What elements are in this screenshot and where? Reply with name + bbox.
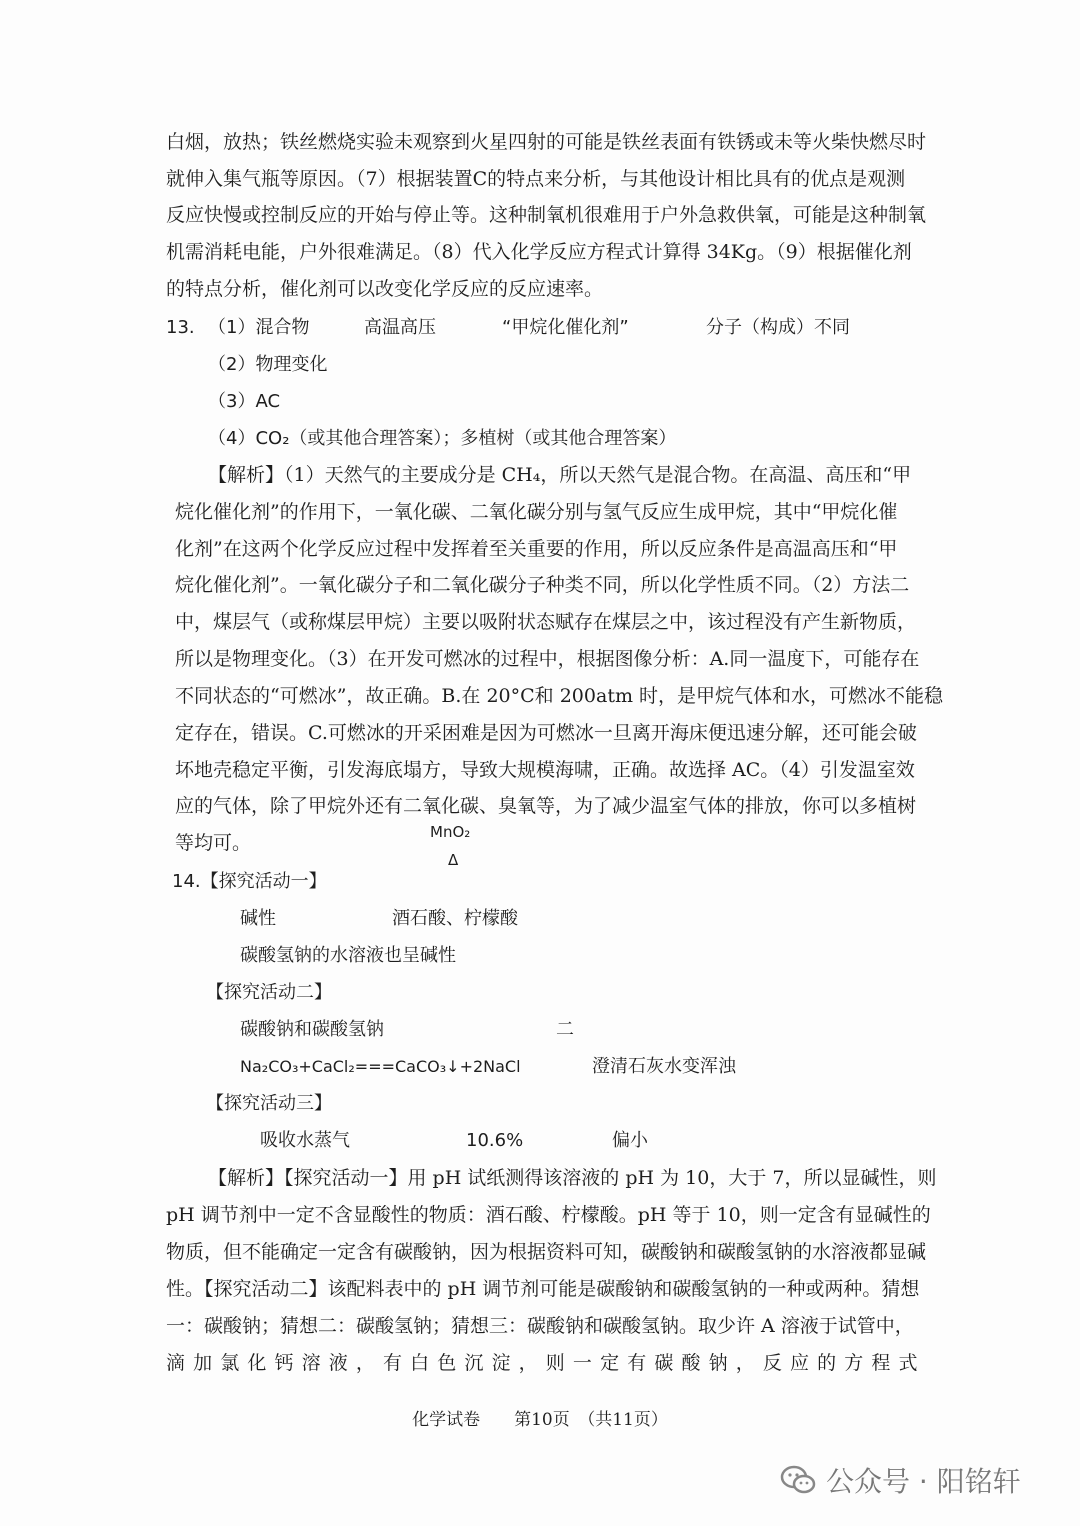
q14-act3-answer-3: 偏小	[612, 1130, 648, 1151]
q12-explanation-line: 就伸入集气瓶等原因。（7）根据装置C的特点来分析，与其他设计相比具有的优点是观测	[166, 168, 906, 190]
q13-explanation-line: 坏地壳稳定平衡，引发海底塌方，导致大规模海啸，正确。故选择 AC。（4）引发温室效	[175, 759, 915, 781]
q14-explanation-line: 性。【探究活动二】该配料表中的 pH 调节剂可能是碳酸钠和碳酸氢钠的一种或两种。猜想	[166, 1278, 920, 1300]
q13-answer-1d: 分子（构成）不同	[706, 317, 850, 338]
q13-answer-4: （4）CO₂（或其他合理答案）；多植树（或其他合理答案）	[208, 428, 677, 449]
q12-explanation-line: 反应快慢或控制反应的开始与停止等。这种制氧机很难用于户外急救供氧，可能是这种制氧	[166, 204, 927, 226]
q14-heading-activity-3: 【探究活动三】	[206, 1093, 332, 1114]
q13-answer-1a: （1）混合物	[208, 317, 310, 338]
q14-explanation-line: 滴加氯化钙溶液，有白色沉淀，则一定有碳酸钠，反应的方程式	[166, 1352, 918, 1374]
q14-act2-equation: Na₂CO₃+CaCl₂===CaCO₃↓+2NaCl	[240, 1057, 521, 1076]
q13-explanation-line: 定存在，错误。C.可燃冰的开采困难是因为可燃冰一旦离开海床便迅速分解，还可能会破	[175, 722, 917, 744]
q13-answer-1b: 高温高压	[364, 317, 436, 338]
q14-act2-answer-2: 二	[556, 1019, 574, 1040]
q13-number: 13.	[166, 317, 195, 338]
q14-act1-answer-1: 碱性	[240, 908, 276, 929]
catalyst-label: MnO₂	[430, 823, 471, 841]
q14-explanation-line: 物质，但不能确定一定含有碳酸钠，因为根据资料可知，碳酸钠和碳酸氢钠的水溶液都显碱	[166, 1241, 927, 1263]
q13-explanation-line: 中，煤层气（或称煤层甲烷）主要以吸附状态赋存在煤层之中，该过程没有产生新物质，	[175, 611, 917, 633]
q14-explanation-line: 【解析】【探究活动一】用 pH 试纸测得该溶液的 pH 为 10，大于 7，所以显碱性，则	[208, 1167, 937, 1189]
watermark-text: 公众号 · 阳铭轩	[826, 1465, 1021, 1498]
q13-explanation-line: 化剂”在这两个化学反应过程中发挥着至关重要的作用，所以反应条件是高温高压和“甲	[175, 538, 898, 560]
q12-explanation-line: 的特点分析，催化剂可以改变化学反应的反应速率。	[166, 278, 604, 300]
q13-answer-1c: “甲烷化催化剂”	[502, 317, 629, 338]
q13-explanation-line: 不同状态的“可燃冰”，故正确。B.在 20°C和 200atm 时，是甲烷气体和水，可燃冰不能稳	[175, 685, 944, 707]
q14-act3-answer-2: 10.6%	[466, 1130, 524, 1151]
q13-answer-2: （2）物理变化	[208, 354, 328, 375]
q14-act2-answer-3: 澄清石灰水变浑浊	[592, 1056, 736, 1077]
q14-act2-answer-1: 碳酸钠和碳酸氢钠	[240, 1019, 384, 1040]
wechat-icon	[780, 1465, 816, 1495]
wechat-watermark	[780, 1455, 1060, 1505]
page-footer: 化学试卷 第10页 （共11页）	[412, 1410, 668, 1430]
q14-explanation-line: pH 调节剂中一定不含显酸性的物质：酒石酸、柠檬酸。pH 等于 10，则一定含有显碱性的	[166, 1204, 931, 1226]
q13-explanation-line: 烷化催化剂”的作用下，一氧化碳、二氧化碳分别与氢气反应生成甲烷，其中“甲烷化催	[175, 501, 898, 523]
q14-heading-activity-2: 【探究活动二】	[206, 982, 332, 1003]
q14-act1-answer-3: 碳酸氢钠的水溶液也呈碱性	[240, 945, 456, 966]
heat-symbol: Δ	[448, 851, 459, 869]
q14-explanation-line: 一：碳酸钠；猜想二：碳酸氢钠；猜想三：碳酸钠和碳酸氢钠。取少许 A 溶液于试管中，	[166, 1315, 914, 1337]
q13-answer-3: （3）AC	[208, 391, 281, 412]
q13-explanation-line: 应的气体，除了甲烷外还有二氧化碳、臭氧等，为了减少温室气体的排放，你可以多植树	[175, 795, 917, 817]
q14-heading-activity-1: 14.【探究活动一】	[172, 871, 327, 892]
q12-explanation-line: 机需消耗电能，户外很难满足。（8）代入化学反应方程式计算得 34Kg。（9）根据催化剂	[166, 241, 912, 263]
q12-explanation-line: 白烟，放热；铁丝燃烧实验未观察到火星四射的可能是铁丝表面有铁锈或未等火柴快燃尽时	[166, 131, 927, 153]
q13-explanation-line: 烷化催化剂”。一氧化碳分子和二氧化碳分子种类不同，所以化学性质不同。（2）方法二	[175, 574, 910, 596]
q14-act3-answer-1: 吸收水蒸气	[260, 1130, 350, 1151]
q14-act1-answer-2: 酒石酸、柠檬酸	[392, 908, 518, 929]
q13-explanation-line: 【解析】（1）天然气的主要成分是 CH₄，所以天然气是混合物。在高温、高压和“甲	[208, 464, 912, 486]
q13-explanation-line: 所以是物理变化。（3）在开发可燃冰的过程中，根据图像分析：A.同一温度下，可能存在	[175, 648, 920, 670]
q13-explanation-line: 等均可。	[175, 832, 252, 854]
